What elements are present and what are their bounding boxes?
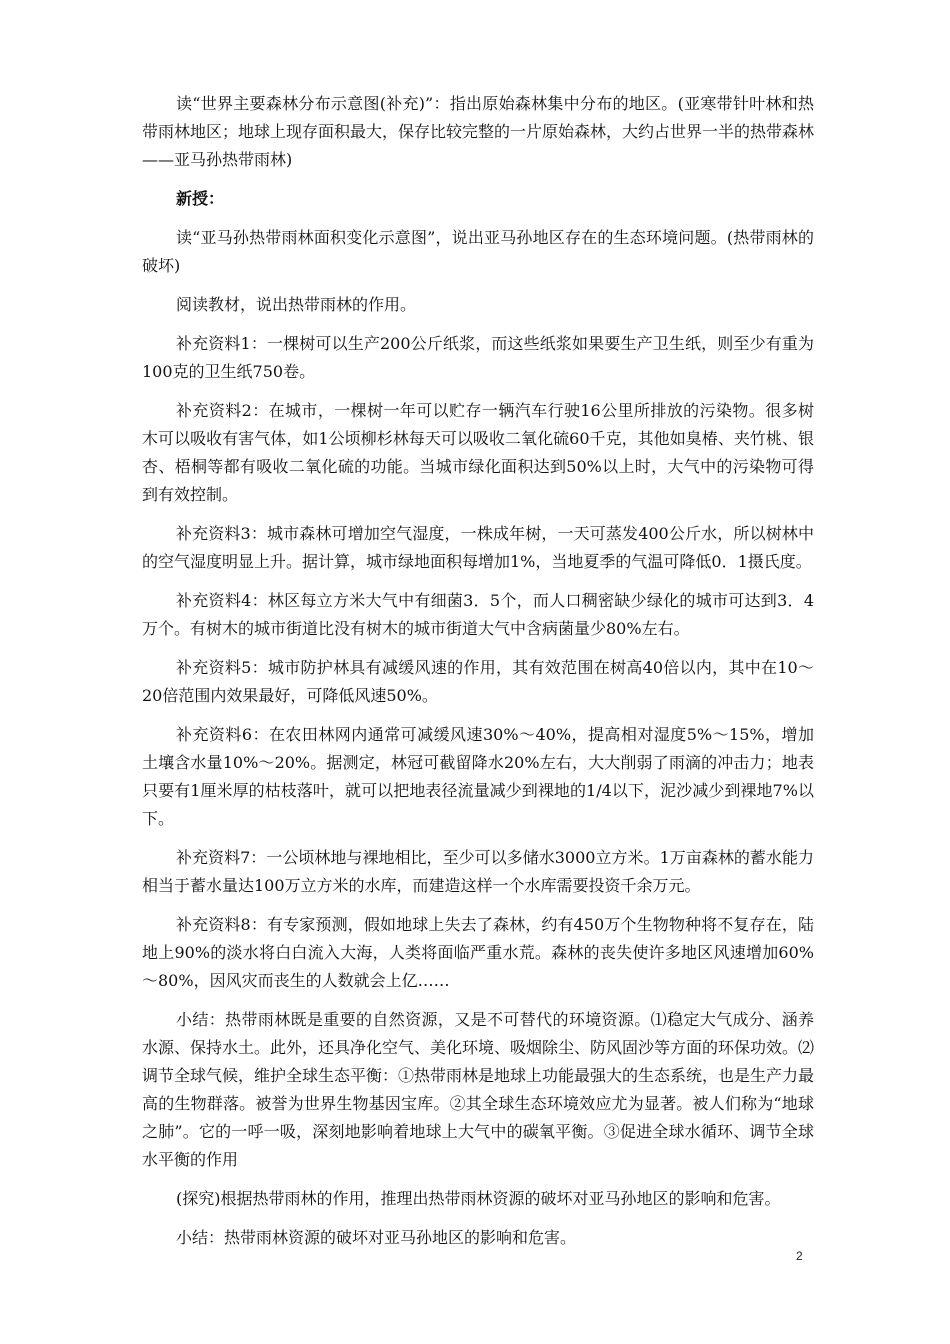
section-heading-new-lesson: 新授： (176, 189, 225, 208)
paragraph-supplement-1: 补充资料1：一棵树可以生产200公斤纸浆，而这些纸浆如果要生产卫生纸，则至少有重为100克的卫生纸750卷。 (142, 334, 814, 381)
paragraph-summary-rainforest-role: 小结：热带雨林既是重要的自然资源，又是不可替代的环境资源。⑴稳定大气成分、涵养水源、保持水土。此外，还具净化空气、美化环境、吸烟除尘、防风固沙等方面的环保功效。⑵调节全球气候，维护全球生态平衡：①热带雨林是地球上功能最强大的生态系统，也是生产力最高的生物群落。被誉为世界生物基因宝库。②其全球生态环境效应尤为显著。被人们称为“地球之肺”。它的一呼一吸，深刻地影响着地球上大气中的碳氧平衡。③促进全球水循环、调节全球水平衡的作用 (142, 1010, 815, 1169)
paragraph-read-textbook: 阅读教材，说出热带雨林的作用。 (176, 295, 417, 314)
paragraph-supplement-6: 补充资料6：在农田林网内通常可减缓风速30%～40%，提高相对湿度5%～15%，增加土壤含水量10%～20%。据测定，林冠可截留降水20%左右，大大削弱了雨滴的冲击力；地表只要有1厘米厚的枯枝落叶，就可以把地表径流量减少到裸地的1/4以下，泥沙减少到裸地7%以下。 (142, 725, 814, 828)
paragraph-amazon-area-change: 读“亚马孙热带雨林面积变化示意图”，说出亚马孙地区存在的生态环境问题。(热带雨林的破坏) (142, 228, 814, 275)
paragraph-forest-distribution: 读“世界主要森林分布示意图(补充)”：指出原始森林集中分布的地区。(亚寒带针叶林和热带雨林地区；地球上现存面积最大，保存比较完整的一片原始森林，大约占世界一半的热带森林——亚马孙热带雨林) (142, 94, 815, 169)
paragraph-supplement-7: 补充资料7：一公顷林地与裸地相比，至少可以多储水3000立方米。1万亩森林的蓄水能力相当于蓄水量达100万立方米的水库，而建造这样一个水库需要投资千余万元。 (142, 848, 814, 895)
paragraph-supplement-4: 补充资料4：林区每立方米大气中有细菌3．5个，而人口稠密缺少绿化的城市可达到3．4万个。有树木的城市街道比没有树木的城市街道大气中含病菌量少80%左右。 (142, 591, 814, 638)
paragraph-supplement-3: 补充资料3：城市森林可增加空气湿度，一株成年树，一天可蒸发400公斤水，所以树林中的空气湿度明显上升。据计算，城市绿地面积每增加1%，当地夏季的气温可降低0．1摄氏度。 (142, 524, 814, 571)
document-page (142, 90, 814, 1263)
paragraph-supplement-8: 补充资料8：有专家预测，假如地球上失去了森林，约有450万个生物物种将不复存在，陆地上90%的淡水将白白流入大海，人类将面临严重水荒。森林的丧失使许多地区风速增加60%～80%，因风灾而丧生的人数就会上亿…… (142, 915, 814, 990)
paragraph-supplement-5: 补充资料5：城市防护林具有减缓风速的作用，其有效范围在树高40倍以内，其中在10～20倍范围内效果最好，可降低风速50%。 (142, 658, 814, 705)
paragraph-inquiry: (探究)根据热带雨林的作用，推理出热带雨林资源的破坏对亚马孙地区的影响和危害。 (176, 1189, 781, 1208)
paragraph-supplement-2: 补充资料2：在城市，一棵树一年可以贮存一辆汽车行驶16公里所排放的污染物。很多树木可以吸收有害气体，如1公顷柳杉林每天可以吸收二氧化硫60千克，其他如臭椿、夹竹桃、银杏、梧桐等都有吸收二氧化硫的功能。当城市绿化面积达到50%以上时，大气中的污染物可得到有效控制。 (142, 401, 814, 504)
page-number: 2 (796, 1249, 803, 1263)
paragraph-summary-impact: 小结：热带雨林资源的破坏对亚马孙地区的影响和危害。 (176, 1228, 577, 1247)
